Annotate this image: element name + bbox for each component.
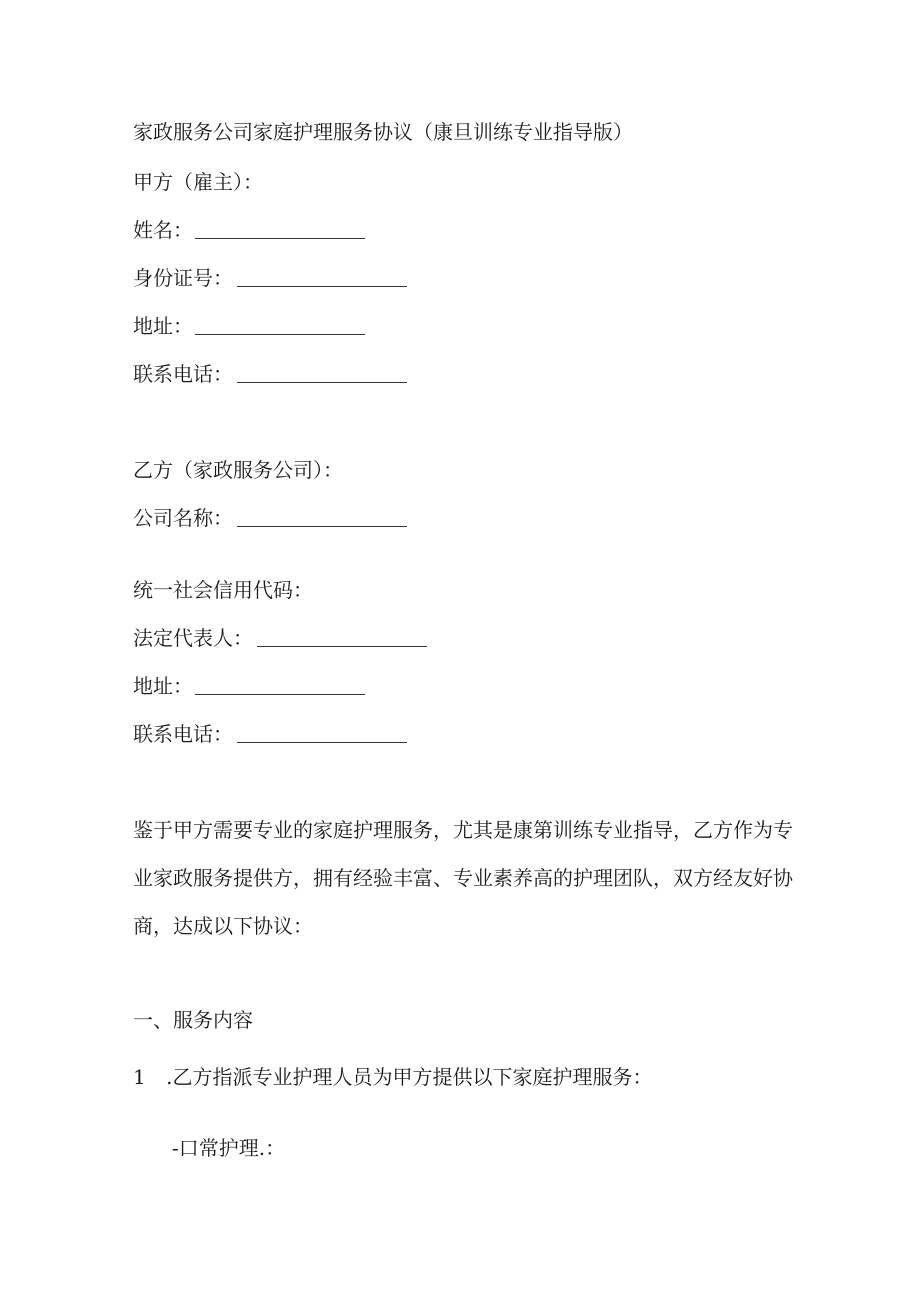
party-b-address-blank[interactable] [195, 693, 365, 695]
party-b-phone-blank[interactable] [237, 741, 407, 743]
party-a-id-field [133, 266, 407, 290]
party-b-address-field [133, 674, 365, 698]
party-a-name-blank[interactable] [195, 237, 365, 239]
party-a-address-field [133, 314, 365, 338]
party-a-phone-label: 联系电话： [133, 362, 233, 386]
section-1-sub-item: -口常护理.： [172, 1136, 286, 1160]
section-1-item-1-number: 1 [133, 1065, 146, 1089]
party-b-heading: 乙方（家政服务公司）： [133, 458, 343, 482]
party-a-phone-field [133, 362, 407, 386]
section-1-item-1-text: .乙方指派专业护理人员为甲方提供以下家庭护理服务： [166, 1065, 653, 1089]
section-1-heading: 一、服务内容 [133, 1008, 253, 1032]
party-b-company-label: 公司名称： [133, 506, 233, 530]
party-b-legal-rep-label: 法定代表人： [133, 626, 253, 650]
party-a-heading: 甲方（雇主）： [133, 170, 263, 194]
party-b-company-blank[interactable] [237, 525, 407, 527]
party-b-address-label: 地址： [133, 674, 193, 698]
party-b-legal-rep-blank[interactable] [257, 645, 427, 647]
party-b-phone-field [133, 722, 407, 746]
party-b-legal-rep-field [133, 626, 427, 650]
party-a-name-label: 姓名： [133, 218, 193, 242]
party-a-phone-blank[interactable] [237, 381, 407, 383]
party-a-address-blank[interactable] [195, 333, 365, 335]
party-a-address-label: 地址： [133, 314, 193, 338]
party-b-credit-code-label: 统一社会信用代码： [133, 578, 313, 602]
preamble-paragraph: 鉴于甲方需要专业的家庭护理服务，尤其是康第训练专业指导，乙方作为专业家政服务提供方，拥有经验丰富、专业素养高的护理团队，双方经友好协商，达成以下协议： [133, 818, 793, 938]
party-a-id-blank[interactable] [237, 285, 407, 287]
party-b-phone-label: 联系电话： [133, 722, 233, 746]
party-a-id-label: 身份证号： [133, 266, 233, 290]
document-title: 家政服务公司家庭护理服务协议（康旦训练专业指导版） [133, 120, 633, 144]
section-1-item-1 [133, 1065, 652, 1089]
party-b-company-field [133, 506, 407, 530]
party-a-name-field [133, 218, 365, 242]
